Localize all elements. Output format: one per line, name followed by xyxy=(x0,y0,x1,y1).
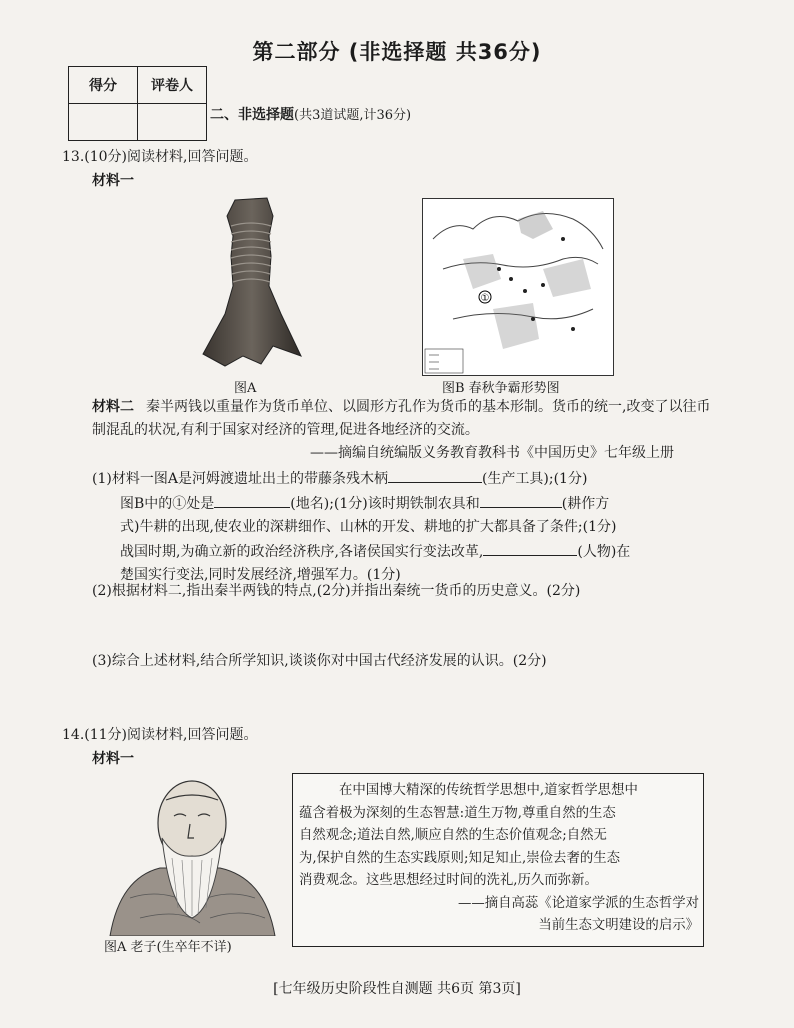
q13-material1-label: 材料一 xyxy=(92,173,134,189)
score-label: 得分 xyxy=(69,67,138,104)
grader-cell[interactable] xyxy=(138,104,207,141)
page-footer: [七年级历史阶段性自测题 共6页 第3页] xyxy=(273,981,521,997)
q13-material2-label: 材料二 xyxy=(92,399,134,415)
answer-blank-person[interactable] xyxy=(483,539,577,556)
q13-material2-text: 秦半两钱以重量作为货币单位、以圆形方孔作为货币的基本形制。货币的统一,改变了以往币制混乱的状况,有利于国家对经济的管理,促进各地经济的交流。 xyxy=(92,399,711,438)
score-cell[interactable] xyxy=(69,104,138,141)
q13-part3: (3)综合上述材料,结合所学知识,谈谈你对中国古代经济发展的认识。(2分) xyxy=(92,653,547,669)
q13-material2 xyxy=(92,396,722,442)
spring-autumn-map xyxy=(422,198,614,376)
q13-figA-caption: 图A xyxy=(234,381,257,396)
answer-blank-tool[interactable] xyxy=(388,466,482,483)
score-table xyxy=(68,66,207,141)
q13-part3-answer-area[interactable] xyxy=(92,674,712,724)
map-marker-1: ① xyxy=(480,293,490,304)
q13-head: 13.(10分)阅读材料,回答问题。 xyxy=(62,149,258,165)
laozi-portrait-image xyxy=(100,768,280,936)
handle-artifact-image xyxy=(195,196,307,374)
q14-quote-box xyxy=(292,773,704,947)
q13-figB-caption: 图B 春秋争霸形势图 xyxy=(442,381,560,396)
q14-material1-label: 材料一 xyxy=(92,751,134,767)
q14-quote-text: 在中国博大精深的传统哲学思想中,道家哲学思想中 蕴含着极为深刻的生态智慧:道生万物,尊重自然的生态 自然观念;道法自然,顺应自然的生态价值观念;自然无 为,保护自然的生态实践原则;知足知止,崇俭去奢的生态 消费观念。这些思想经过时间的洗礼,历久而弥新。 ——摘自高蕊《论道家学派的生态哲学对 当前生态文明建设的启示》 xyxy=(299,780,699,938)
q13-part2: (2)根据材料二,指出秦半两钱的特点,(2分)并指出秦统一货币的历史意义。(2分) xyxy=(92,583,581,599)
q14-source-line2: 当前生态文明建设的启示》 xyxy=(538,918,699,933)
section-note: (共3道试题,计36分) xyxy=(294,108,412,123)
part-title: 第二部分 (非选择题 共36分) xyxy=(252,40,542,64)
q14-figA-caption: 图A 老子(生卒年不详) xyxy=(104,940,232,955)
grader-label: 评卷人 xyxy=(138,67,207,104)
q14-head: 14.(11分)阅读材料,回答问题。 xyxy=(62,727,258,743)
q13-part1: (1)材料一图A是河姆渡遗址出土的带藤条残木柄 (生产工具);(1分) 图B中的①处是 (地名);(1分)该时期铁制农具和 (耕作方 式)牛耕的出现,使农业的深耕细作、山林的开发、耕地的扩大都具备了条件;(1分) 战国时期,为确立新的政治经济秩序,各诸侯国实行变法改革, (人物)在 楚国实行变法,同时发展经济,增强军力。(1分) xyxy=(92,466,732,587)
answer-blank-place[interactable] xyxy=(214,491,290,508)
q13-material2-source: ——摘编自统编版义务教育教科书《中国历史》七年级上册 xyxy=(310,445,674,461)
q13-part2-answer-area[interactable] xyxy=(92,604,712,644)
q14-source-line1: ——摘自高蕊《论道家学派的生态哲学对 xyxy=(457,895,699,911)
answer-blank-farming[interactable] xyxy=(480,491,562,508)
section-title: 二、非选择题(共3道试题,计36分) xyxy=(210,107,412,123)
